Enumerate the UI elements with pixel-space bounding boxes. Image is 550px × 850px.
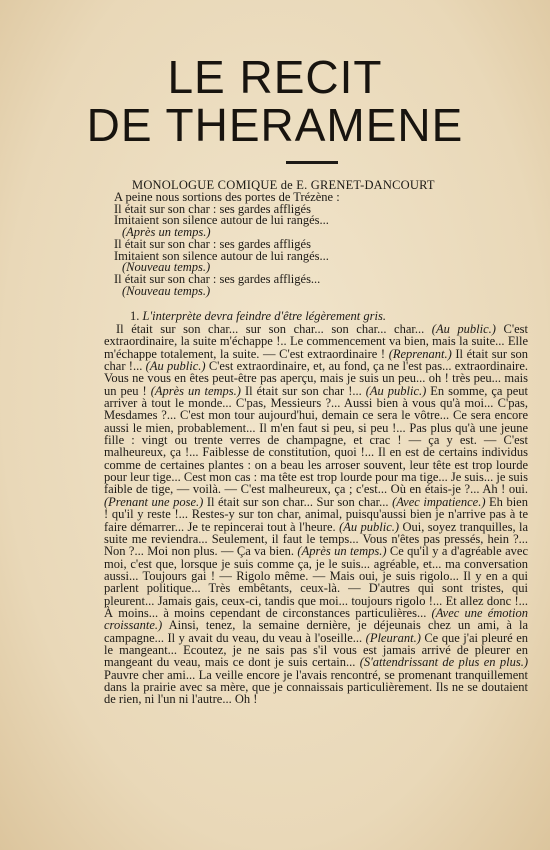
- stage-direction: (Au public.): [365, 383, 427, 398]
- verse-block: [114, 192, 514, 297]
- verse-line: Il était sur son char : ses gardes affligés: [114, 201, 311, 216]
- monologue-segment: Il était sur son char !...: [240, 383, 366, 398]
- stage-direction: (Au public.): [339, 519, 400, 534]
- monologue-segment: Oui, soyez tranquilles, la suite me reviendra... Seulement, il faut le temps... Vous n'êtes pas pressés, hein ?... Non ?... Moi non plus. — Ça va bien.: [104, 519, 529, 559]
- title-rule: [286, 161, 338, 164]
- verse-line: Il était sur son char : ses gardes affligés...: [114, 271, 321, 286]
- title-line-1: LE RECIT: [167, 51, 383, 103]
- monologue-segment: C'est extraordinaire, et, au fond, ça ne l'est pas... extraordinaire. Vous ne vous en êtes peut-être pas aperçu, mais je suis un peu... oh ! très peu... mais un peu !: [104, 359, 528, 398]
- monologue-segment: Il était sur son char... sur son char... son char... char...: [116, 322, 432, 336]
- note-number: 1.: [130, 309, 140, 323]
- monologue-segment: Il était sur son char !...: [104, 346, 529, 374]
- stage-direction: (Au public.): [145, 359, 206, 374]
- stage-direction: (Avec une émotion croissante.): [104, 605, 528, 633]
- subtitle: MONOLOGUE COMIQUE de E. GRENET-DANCOURT: [132, 178, 435, 192]
- monologue-segment: Ce que j'ai pleuré en le mangeant... Ecoutez, je ne sais pas s'il vous est jamais arrivé de pleurer en mangeant du veau, mais ce dont je suis certain...: [104, 630, 528, 670]
- verse-line: Imitaient son silence autour de lui rangés...: [114, 213, 329, 228]
- stage-direction: (Pleurant.): [365, 630, 421, 645]
- stage-direction: (Après un temps.): [122, 225, 211, 240]
- monologue-text: [104, 323, 528, 706]
- title-line-2: DE THERAMENE: [86, 99, 464, 151]
- stage-direction: (Après un temps.): [150, 383, 241, 398]
- stage-direction: (Nouveau temps.): [122, 283, 211, 298]
- stage-direction: (Avec impatience.): [392, 494, 486, 509]
- stage-direction: (Au public.): [431, 322, 496, 336]
- monologue-paragraph: [104, 323, 528, 706]
- stage-direction: (Après un temps.): [297, 544, 387, 559]
- stage-direction: (Prenant une pose.): [104, 494, 204, 509]
- verse-line: Imitaient son silence autour de lui rangés...: [114, 248, 329, 263]
- monologue-segment: En somme, ça peut arriver à tout le monde... C'pas, Messieurs ?... Aussi bien à vous qu'à moi... C'pas, Mesdames ?... C'est mon tour aujourd'hui, demain ce sera le vôtre... Ce sera encore aussi le mien, probablement... Il m'en faut si peu, si peu !... Pas plus qu'à une jeune fille : vingt ou trente verres de champagne, et crac ! — ça y est. — C'est malheureux, ça !... Faiblesse de constitution, quoi !... Il en est de certains individus comme de certaines plantes : on a beau les arroser souvent, leur tête est trop lourde pour leur tige... Cest mon cas : ma tête est trop lourde pour ma tige... Je suis... je suis faible de tige, — voilà. — C'est malheureux, ça ; c'est... Où en étais-je ?... Ah ! oui.: [104, 383, 528, 497]
- monologue-segment: Eh bien ! qu'il y reste !... Restes-y sur ton char, animal, puisqu'aussi bien je n'arrive pas à te faire démarrer... Je te repincerai tout à l'heure.: [104, 494, 528, 534]
- verse-line: A peine nous sortions des portes de Trézène :: [114, 190, 340, 204]
- monologue-segment: Il était sur son char... Sur son char...: [203, 494, 393, 509]
- monologue-segment: Ce qu'il y a d'agréable avec moi, c'est que, lorsque je suis comme ça, je le suis... agréable, et... ma conversation aussi... Toujours gai ! — Rigolo même. — Mais oui, je suis rigolo... Il y en a qui parlent politique... Très embêtants, ceux-là. — D'autres qui sont tristes, qui pleurent... Jamais gais, ceux-ci, tandis que moi... toujours rigolo !... Et allez donc !... À moins... à moins cependant de circonstances particulières...: [104, 544, 528, 620]
- stage-direction: (Reprenant.): [388, 346, 452, 361]
- monologue-segment: Ainsi, tenez, la semaine dernière, je déjeunais chez un ami, à la campagne... Il y avait du veau, du veau à l'oseille...: [104, 618, 528, 645]
- note-text: L'interprète devra feindre d'être légèrement gris.: [142, 309, 386, 323]
- monologue-segment: Pauvre cher ami... La veille encore je l'avais rencontré, se promenant tranquillement dans la prairie avec sa mère, que je connaissais particulièrement. Ils ne se doutaient de rien, ni l'un ni l'autre... Oh !: [104, 667, 528, 707]
- monologue-segment: C'est extraordinaire, la suite m'échappe !.. Le commencement va bien, mais la suite... Elle m'échappe totalement, la suite. — C'est extraordinaire !: [104, 322, 528, 361]
- verse-line: Il était sur son char : ses gardes affligés: [114, 236, 311, 251]
- stage-direction: (Nouveau temps.): [122, 260, 211, 275]
- stage-direction: (S'attendrissant de plus en plus.): [359, 655, 528, 670]
